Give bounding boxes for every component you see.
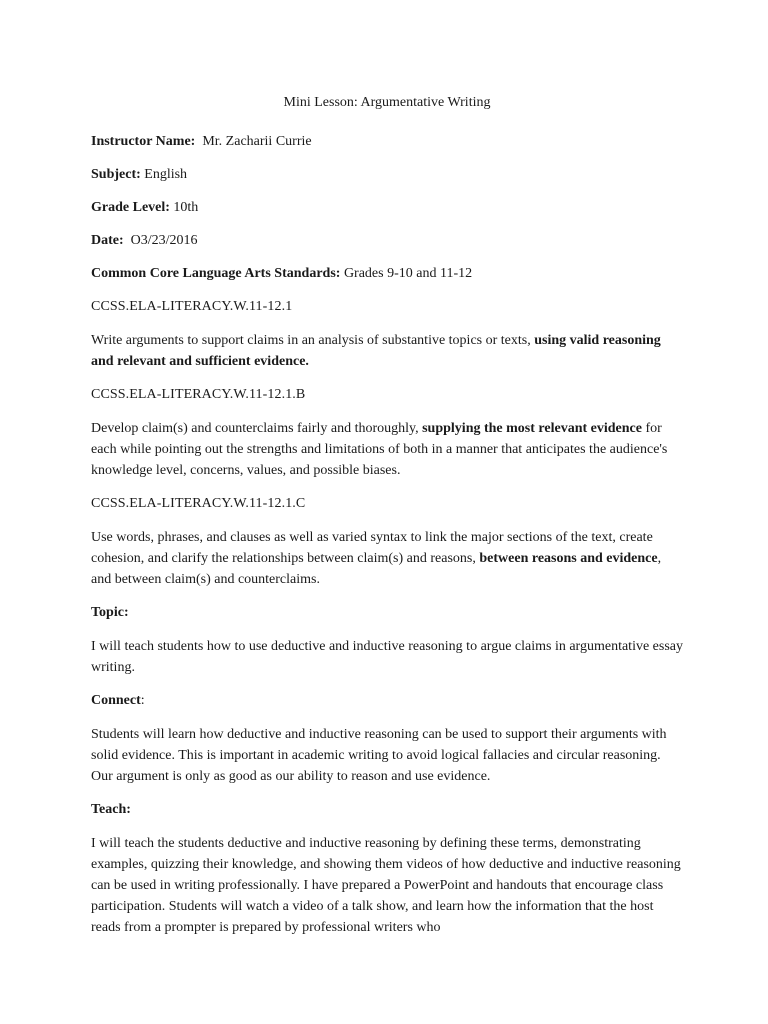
instructor-value: Mr. Zacharii Currie [195,134,312,149]
grade-level-field [91,198,683,218]
standard-description [91,527,683,590]
teach-heading [91,800,683,820]
connect-heading-text: Connect [91,693,141,708]
standard-description [91,418,683,481]
standard-emphasis: using valid reasoning and relevant and sufficient evidence. [91,333,661,369]
teach-heading-text: Teach: [91,802,131,817]
grade-level-label: Grade Level: [91,200,170,215]
connect-body: Students will learn how deductive and inductive reasoning can be used to support their arguments with solid evidence. This is important in academic writing to avoid logical fallacies and circular reasoning. Our argument is only as good as our ability to reason and use evidence. [91,727,667,784]
topic-heading-text: Topic: [91,605,129,620]
subject-value: English [140,167,188,182]
standards-value: Grades 9-10 and 11-12 [340,266,473,281]
connect-heading [91,691,683,711]
standards-label: Common Core Language Arts Standards: [91,266,341,281]
standards-field [91,264,683,284]
standard-text: Write arguments to support claims in an analysis of substantive topics or texts, [91,333,535,348]
standard-emphasis: supplying the most relevant evidence [422,421,642,436]
standard-text-tail: , and between claim(s) and counterclaims. [91,551,662,587]
topic-body: I will teach students how to use deductive and inductive reasoning to argue claims in argumentative essay writing. [91,639,683,675]
document-title: Mini Lesson: Argumentative Writing [283,95,491,110]
standard-text: Develop claim(s) and counterclaims fairly and thoroughly, [91,421,423,436]
standard-code: CCSS.ELA-LITERACY.W.11-12.1.B [91,387,306,402]
date-field [91,231,683,251]
date-label: Date: [91,233,124,248]
standard-code: CCSS.ELA-LITERACY.W.11-12.1.C [91,496,306,511]
standard-text-tail: for each while pointing out the strengths and limitations of both in a manner that anticipates the audience's knowledge level, concerns, values, and possible biases. [91,421,668,478]
standard-text: Use words, phrases, and clauses as well as varied syntax to link the major sections of the text, create cohesion, and clarify the relationships between claim(s) and reasons, [91,530,653,566]
connect-heading-suffix: : [140,693,145,708]
date-value: O3/23/2016 [123,233,198,248]
topic-heading [91,603,683,623]
standard-code: CCSS.ELA-LITERACY.W.11-12.1 [91,299,293,314]
document-page [91,93,683,951]
grade-level-value: 10th [169,200,199,215]
standard-description [91,330,683,372]
subject-label: Subject: [91,167,141,182]
standard-emphasis: between reasons and evidence [479,551,658,566]
instructor-field [91,132,683,152]
instructor-label: Instructor Name: [91,134,196,149]
teach-body: I will teach the students deductive and inductive reasoning by defining these terms, demonstrating examples, quizzing their knowledge, and showing them videos of how deductive and inductive reasoning can be used in writing professionally. I have prepared a PowerPoint and handouts that encourage class participation. Students will watch a video of a talk show, and learn how the information that the host reads from a prompter is prepared by professional writers who [91,836,681,935]
subject-field [91,165,683,185]
